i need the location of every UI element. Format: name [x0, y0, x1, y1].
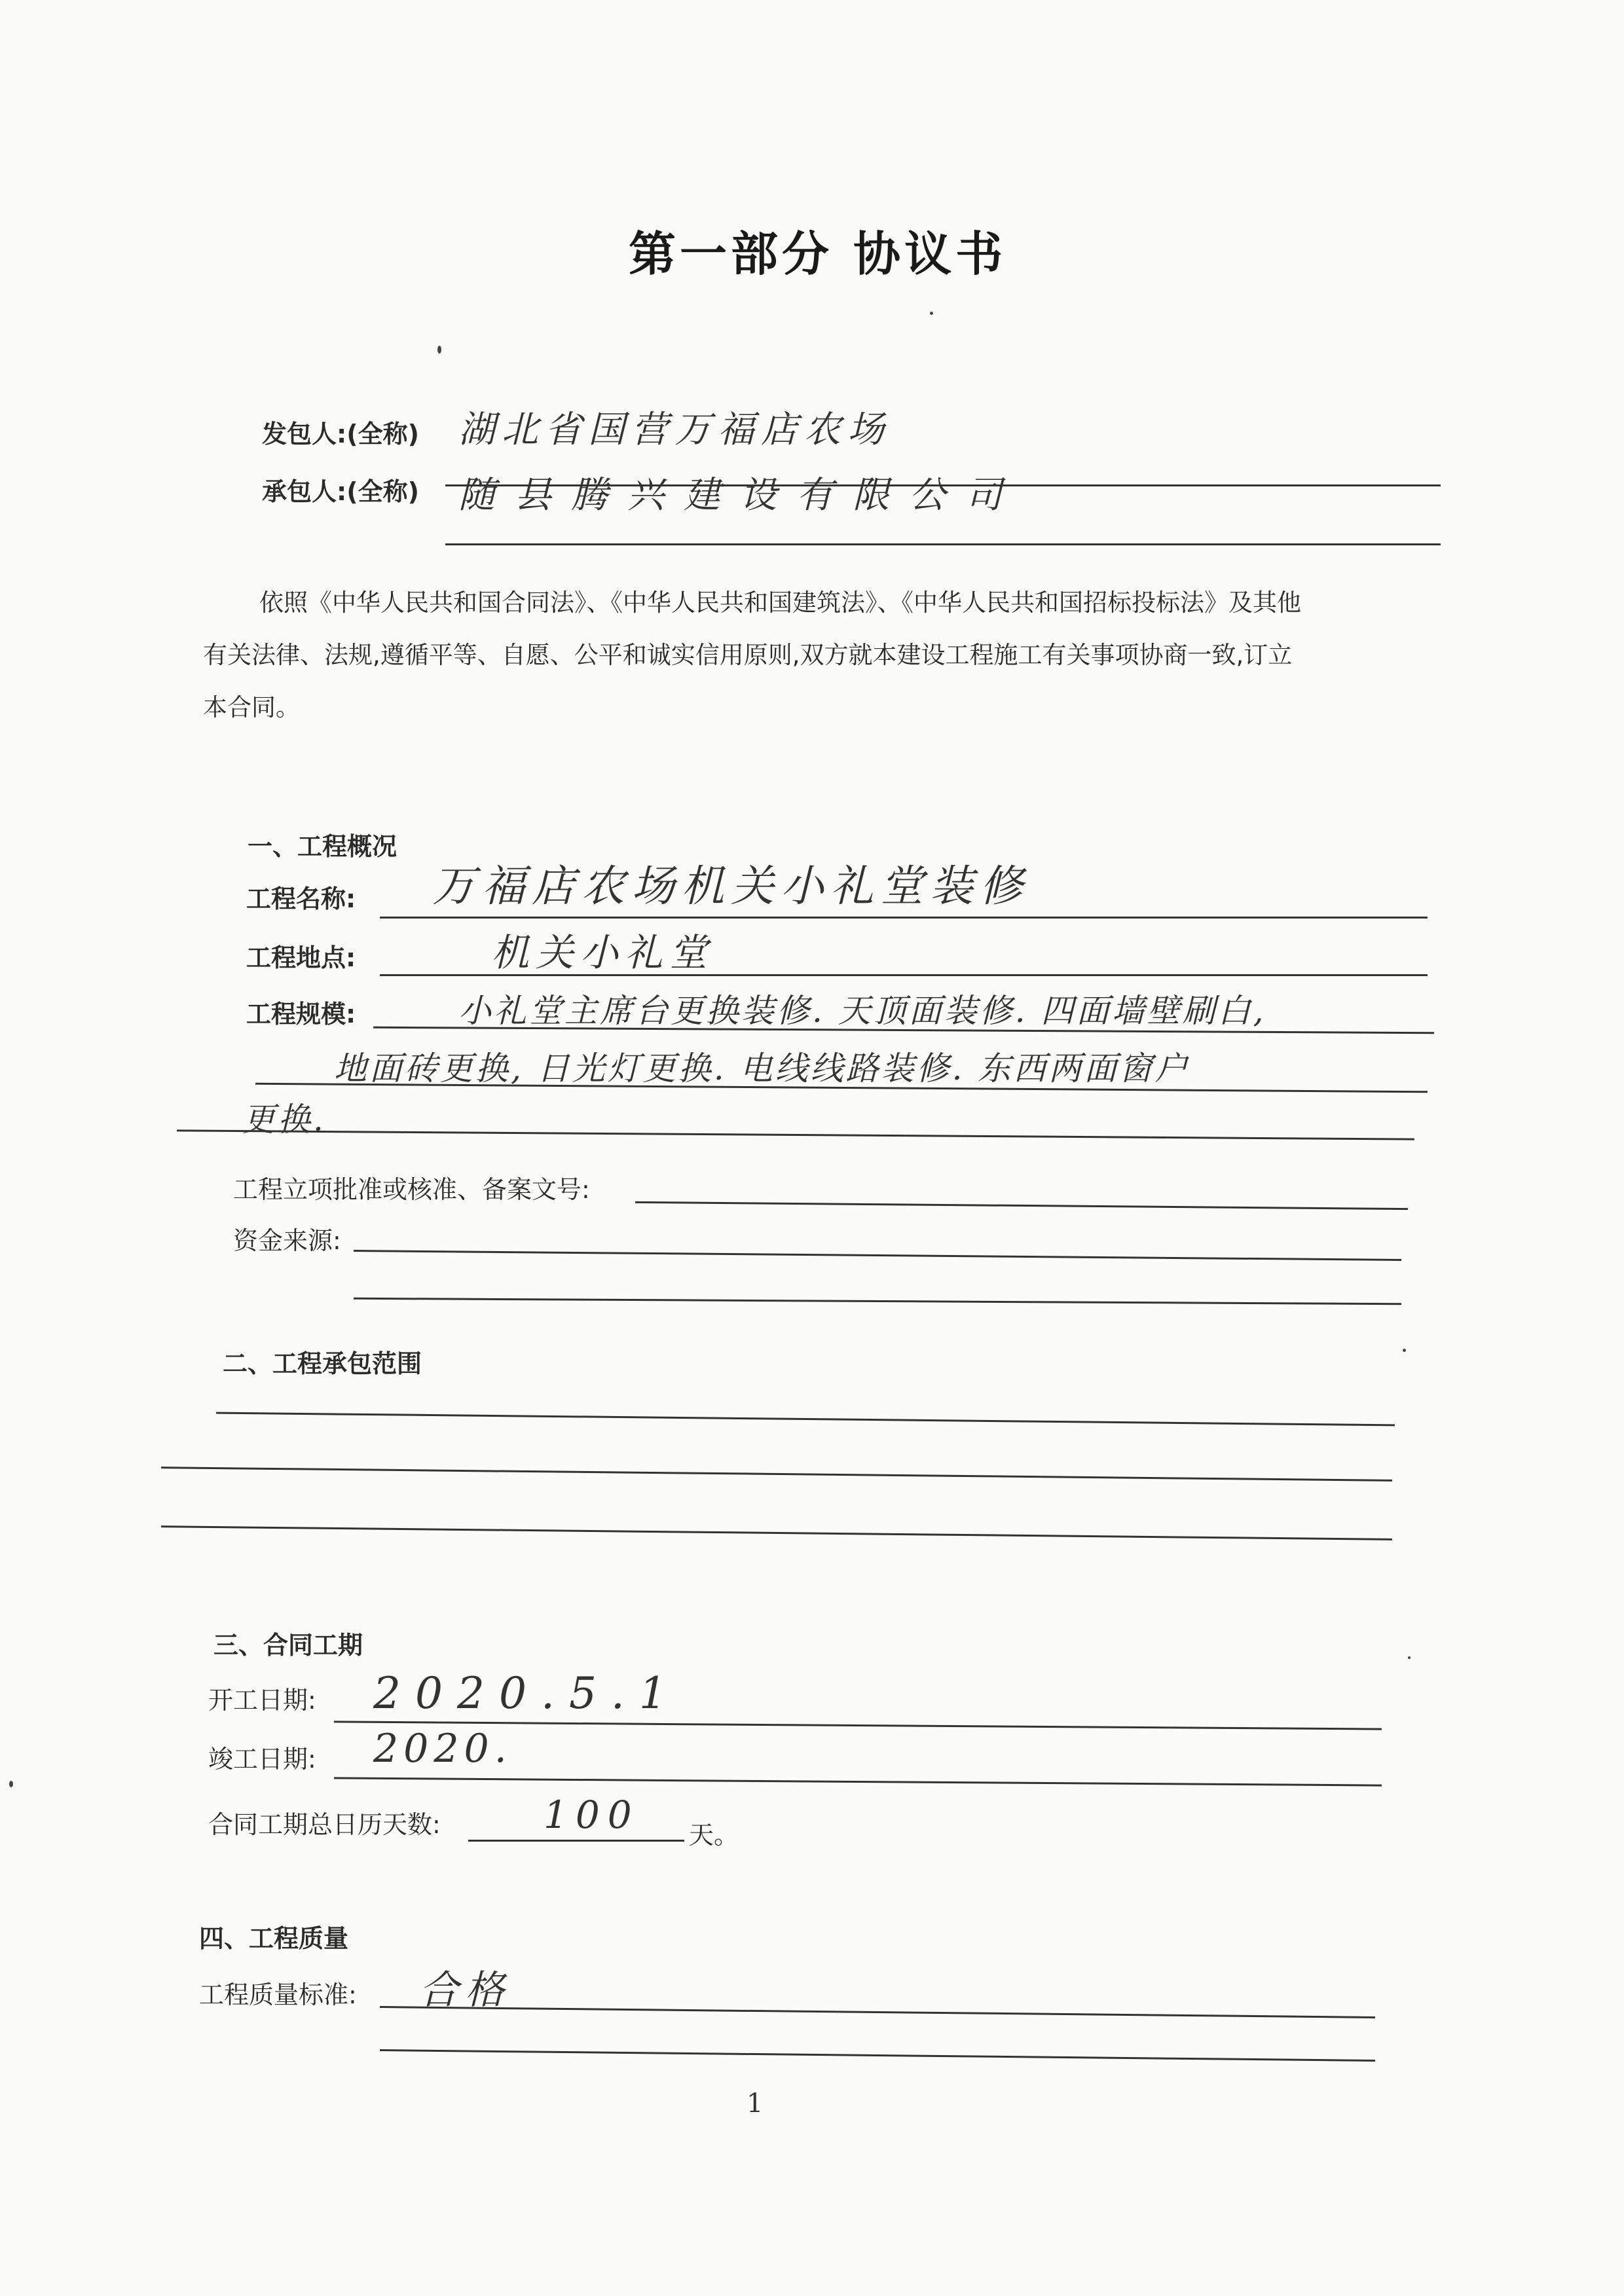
- project-scale-line-3: 更换.: [242, 1101, 326, 1139]
- project-scale-label: 工程规模:: [246, 1000, 356, 1029]
- preamble-line-1: 依照《中华人民共和国合同法》、《中华人民共和国建筑法》、《中华人民共和国招标投标法》及其他: [259, 589, 1301, 617]
- scope-line-2: [161, 1467, 1392, 1482]
- end-date-underline: [334, 1777, 1382, 1786]
- contractor-value: 随县腾兴建设有限公司: [458, 474, 1022, 517]
- approval-number-label: 工程立项批准或核准、备案文号:: [233, 1175, 590, 1204]
- end-date-value: 2020.: [373, 1726, 512, 1772]
- section-2-heading: 二、工程承包范围: [223, 1349, 422, 1378]
- project-name-label: 工程名称:: [246, 884, 356, 913]
- section-3-heading: 三、合同工期: [213, 1631, 363, 1660]
- funding-source-underline: [354, 1250, 1401, 1261]
- quality-standard-label: 工程质量标准:: [199, 1980, 357, 2009]
- scan-speck: [9, 1781, 13, 1787]
- project-name-underline: [380, 917, 1428, 919]
- section-4-extra-line: [380, 2049, 1375, 2062]
- contract-days-underline: [468, 1840, 684, 1842]
- funding-source-label: 资金来源:: [233, 1226, 341, 1255]
- scope-line-3: [161, 1525, 1392, 1540]
- page-number: 1: [747, 2088, 764, 2119]
- project-scale-underline-3: [177, 1129, 1414, 1140]
- quality-standard-value: 合格: [419, 1967, 511, 2013]
- approval-number-underline: [635, 1201, 1408, 1210]
- project-scale-line-1: 小礼堂主席台更换装修. 天顶面装修. 四面墙壁刷白,: [458, 992, 1266, 1030]
- start-date-value: 2020.5.1: [373, 1668, 681, 1719]
- document-title: 第一部分 协议书: [629, 227, 1007, 282]
- start-date-label: 开工日期:: [208, 1686, 316, 1715]
- scan-speck: [1408, 1656, 1411, 1659]
- contractor-label: 承包人:(全称): [262, 477, 419, 506]
- scan-speck: [1403, 1349, 1406, 1352]
- employer-label: 发包人:(全称): [262, 420, 419, 448]
- scan-speck: [437, 346, 441, 354]
- end-date-label: 竣工日期:: [208, 1745, 316, 1774]
- contract-days-label: 合同工期总日历天数:: [208, 1810, 441, 1839]
- contract-days-value: 100: [544, 1793, 640, 1837]
- scan-speck: [930, 312, 933, 315]
- scope-line-1: [216, 1412, 1395, 1427]
- section-4-heading: 四、工程质量: [199, 1924, 349, 1953]
- contractor-underline: [445, 543, 1441, 545]
- preamble-line-2: 有关法律、法规,遵循平等、自愿、公平和诚实信用原则,双方就本建设工程施工有关事项协商一致,订立: [203, 641, 1293, 669]
- project-name-value: 万福店农场机关小礼堂装修: [432, 861, 1029, 911]
- quality-standard-underline: [380, 2006, 1375, 2018]
- preamble-line-3: 本合同。: [203, 693, 300, 721]
- section-1-extra-line: [354, 1298, 1401, 1305]
- project-location-value: 机关小礼堂: [491, 930, 714, 975]
- project-location-label: 工程地点:: [246, 943, 356, 972]
- employer-value: 湖北省国营万福店农场: [458, 409, 891, 451]
- project-location-underline: [380, 974, 1428, 976]
- project-scale-line-2: 地面砖更换, 日光灯更换. 电线线路装修. 东西两面窗户: [334, 1049, 1190, 1087]
- section-1-heading: 一、工程概况: [248, 832, 397, 861]
- contract-days-unit: 天。: [689, 1821, 739, 1850]
